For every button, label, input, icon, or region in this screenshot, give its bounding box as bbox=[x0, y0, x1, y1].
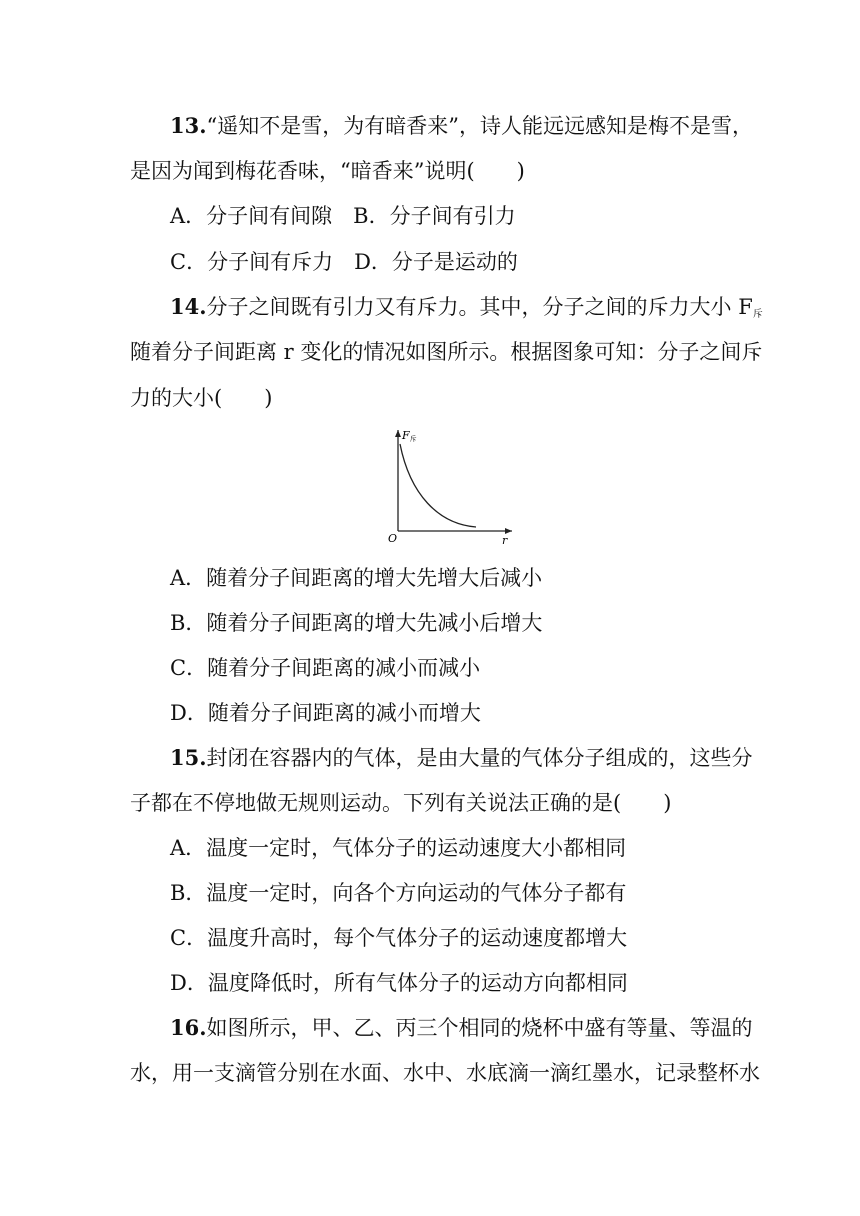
q15-option-b: B．温度一定时，向各个方向运动的气体分子都有 bbox=[170, 881, 627, 905]
q16-text-1: 如图所示，甲、乙、丙三个相同的烧杯中盛有等量、等温的 bbox=[206, 1016, 753, 1040]
origin-label: O bbox=[388, 532, 398, 545]
q14-text-1: 分子之间既有引力又有斥力。其中，分子之间的斥力大小 F bbox=[206, 295, 753, 319]
q13-options-ab: A．分子间有间隙 B．分子间有引力 bbox=[170, 204, 516, 228]
q14-option-b: B．随着分子间距离的增大先减小后增大 bbox=[170, 611, 543, 635]
x-axis-label: r bbox=[502, 534, 508, 547]
q15-line-2: 子都在不停地做无规则运动。下列有关说法正确的是( ) bbox=[130, 791, 672, 815]
y-axis-label: F斥 bbox=[402, 429, 417, 443]
q16-line-1 bbox=[170, 1013, 753, 1043]
q13-line-1 bbox=[170, 111, 753, 141]
q13-number: 13. bbox=[170, 113, 207, 138]
q13-line-2: 是因为闻到梅花香味，“暗香来”说明( ) bbox=[130, 159, 525, 183]
q15-option-d: D．温度降低时，所有气体分子的运动方向都相同 bbox=[170, 971, 628, 995]
force-curve bbox=[400, 444, 476, 527]
q14-option-c: C．随着分子间距离的减小而减小 bbox=[170, 656, 481, 680]
q14-line-1 bbox=[170, 292, 763, 330]
q16-number: 16. bbox=[170, 1015, 207, 1040]
repulsion-force-graph bbox=[378, 424, 518, 548]
q15-line-1 bbox=[170, 743, 753, 773]
q15-text-1: 封闭在容器内的气体，是由大量的气体分子组成的，这些分 bbox=[206, 746, 753, 770]
q14-number: 14. bbox=[170, 294, 207, 319]
q14-option-a: A．随着分子间距离的增大先增大后减小 bbox=[170, 566, 543, 590]
q16-line-2: 水，用一支滴管分别在水面、水中、水底滴一滴红墨水，记录整杯水 bbox=[130, 1061, 760, 1085]
q15-option-a: A．温度一定时，气体分子的运动速度大小都相同 bbox=[170, 836, 627, 860]
q13-options-cd: C．分子间有斥力 D．分子是运动的 bbox=[170, 250, 518, 274]
q13-text-1: “遥知不是雪，为有暗香来”，诗人能远远感知是梅不是雪， bbox=[206, 114, 754, 138]
q15-number: 15. bbox=[170, 745, 207, 770]
q14-line-2: 随着分子间距离 r 变化的情况如图所示。根据图象可知：分子之间斥 bbox=[130, 340, 763, 364]
q14-f-subscript: 斥 bbox=[752, 309, 763, 320]
q15-option-c: C．温度升高时，每个气体分子的运动速度都增大 bbox=[170, 926, 628, 950]
q14-line-3: 力的大小( ) bbox=[130, 386, 273, 410]
q14-option-d: D．随着分子间距离的减小而增大 bbox=[170, 701, 481, 725]
